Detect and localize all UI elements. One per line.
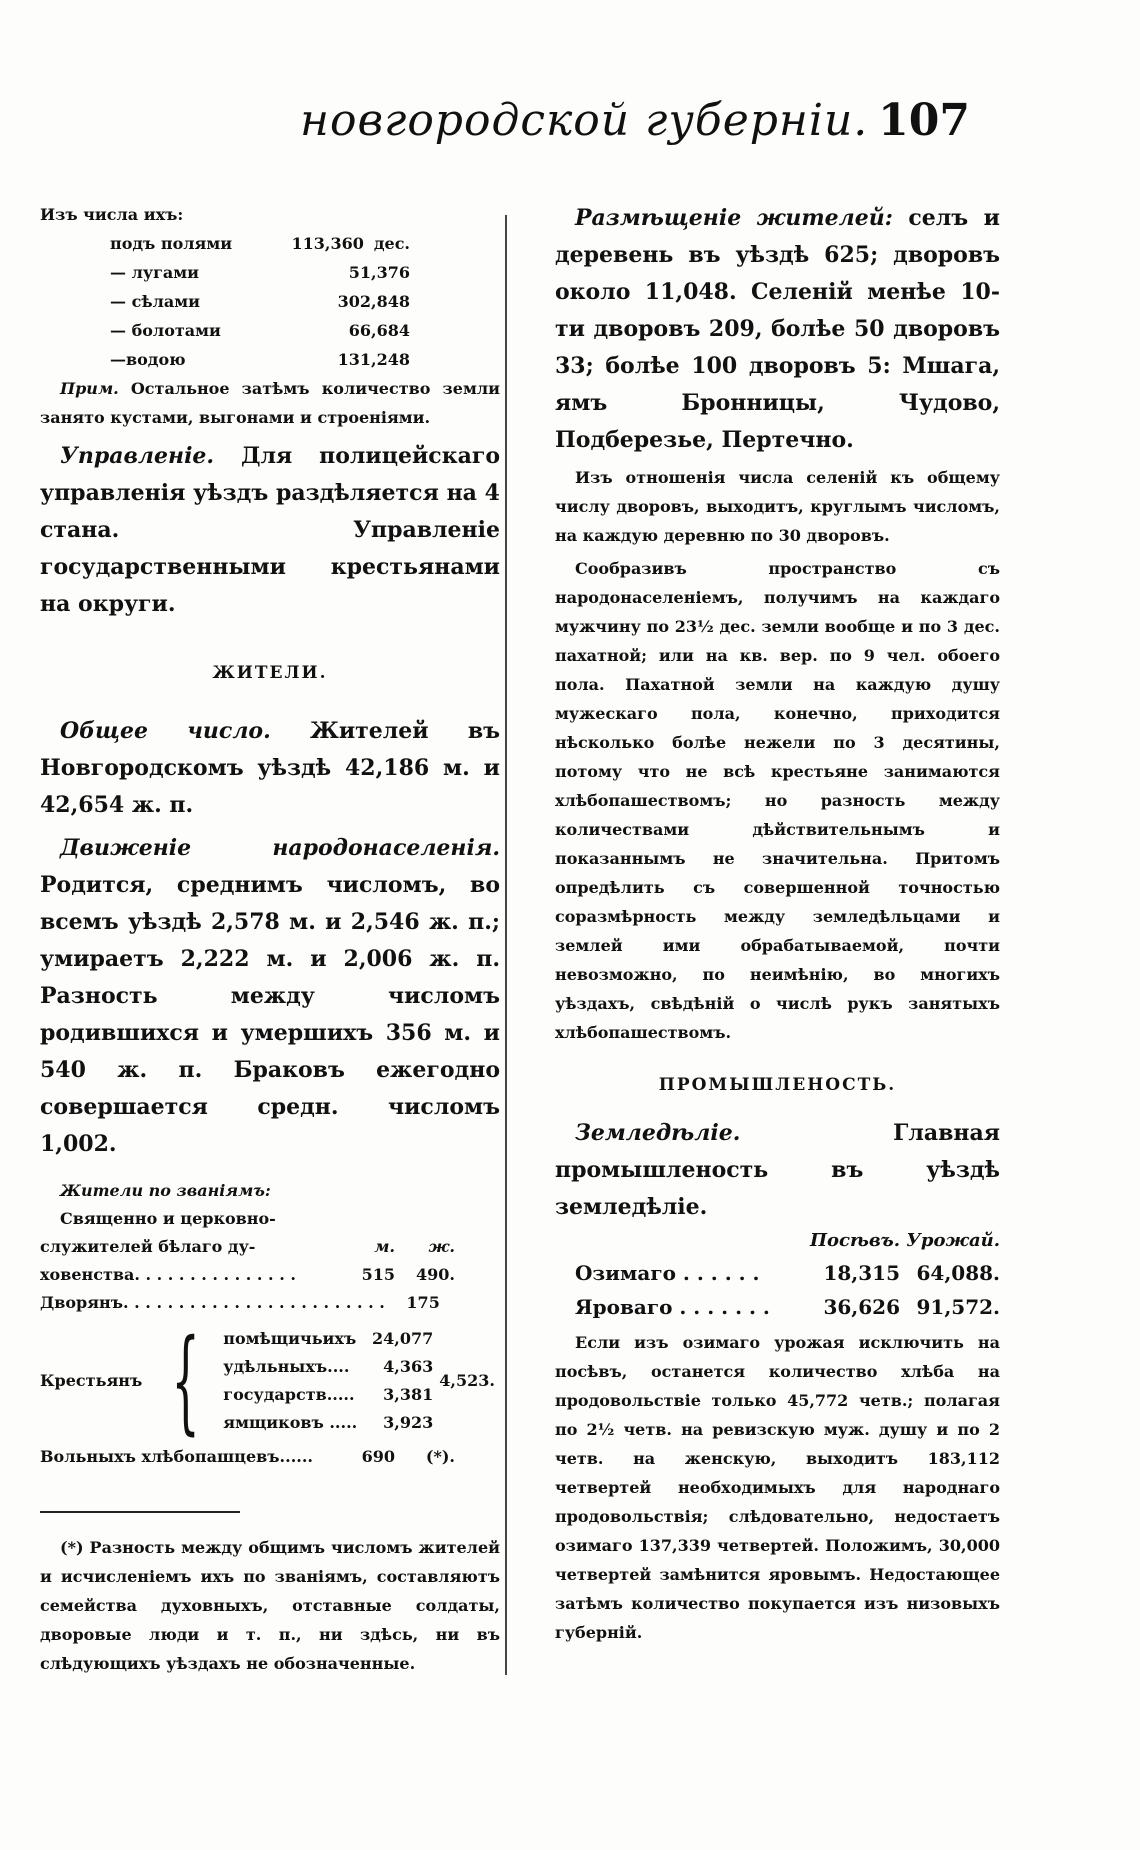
- harvest-sown: 36,626: [823, 1295, 900, 1319]
- peasant-row: удѣльныхъ.... 4,363: [223, 1357, 434, 1376]
- ranks-table: [40, 1177, 500, 1471]
- clergy-total-row: [40, 1261, 500, 1289]
- footnote-rule: [40, 1511, 240, 1513]
- page-number: 107: [878, 95, 970, 146]
- agriculture-paragraph: [555, 1115, 1000, 1226]
- harvest-yield: 64,088.: [916, 1261, 1000, 1285]
- free-farmers-row: [40, 1443, 500, 1471]
- note-text: Остальное затѣмъ количество земли занято кустами, выгонами и строеніями.: [40, 379, 500, 427]
- peasant-subrows: [223, 1325, 433, 1437]
- peasants-women: 4,523.: [439, 1371, 495, 1390]
- harvest-row: [555, 1290, 1000, 1324]
- land-row-value: 113,360: [291, 234, 364, 253]
- brace-glyph: {: [171, 1316, 200, 1446]
- note-paragraph: [40, 374, 500, 432]
- land-row-label: — болотами: [110, 321, 221, 340]
- ranks-title: Жители по званіямъ:: [60, 1181, 271, 1200]
- land-row: [40, 345, 410, 374]
- land-row-value: 51,376: [348, 263, 410, 282]
- clergy-line-1: Священно и церковно-: [60, 1209, 276, 1228]
- footnote: (*) Разность между общимъ числомъ жителей и исчисленіемъ ихъ по званіямъ, составляютъ семейства духовныхъ, отставные солдаты, дворовые люди и т. п., ни здѣсь, ни въ слѣдующихъ уѣздахъ не обозначенные.: [40, 1538, 500, 1673]
- total-text: Жителей въ Новгородскомъ уѣздѣ 42,186 м. и 42,654 ж. п.: [40, 718, 500, 818]
- section-heading-inhabitants: ЖИТЕЛИ.: [212, 663, 328, 683]
- land-paragraph: Сообразивъ пространство съ народонаселеніемъ, получимъ на каждаго мужчину по 23½ дес. земли вообще и по 3 дес. пахатной; или на кв. вер. по 9 чел. обоего пола. Пахатной земли на каждую душу мужескаго пола, конечно, приходится нѣсколько болѣе нежели по 3 десятины, потому что не всѣ крестьяне занимаются хлѣбопашествомъ; но разность между количествами дѣйствительнымъ и показаннымъ не значительна. Притомъ опредѣлить съ совершенной точностью соразмѣрность между земледѣльцами и землей ими обрабатываемой, почти невозможно, по неимѣнію, во многихъ уѣздахъ, свѣдѣній о числѣ рукъ занятыхъ хлѣбопашествомъ.: [555, 559, 1000, 1042]
- land-row-unit: дес.: [373, 234, 410, 253]
- total-paragraph: [40, 713, 500, 824]
- movement-label: Движеніе народонаселенія.: [60, 835, 500, 861]
- administration-paragraph: [40, 438, 500, 623]
- placement-paragraph: [555, 200, 1000, 459]
- footnote-ref: (*).: [425, 1447, 455, 1466]
- peasant-row: ямщиковъ ..... 3,923: [223, 1413, 434, 1432]
- placement-label: Размѣщеніе жителей:: [575, 205, 893, 231]
- right-column: [555, 200, 1000, 1647]
- movement-text: Родится, среднимъ числомъ, во всемъ уѣздѣ 2,578 м. и 2,546 ж. п.; умираетъ 2,222 м. и 2,006 ж. п. Разность между числомъ родившихся и умершихъ 356 м. и 540 ж. п. Браковъ ежегодно совершается средн. числомъ 1,002.: [40, 872, 500, 1157]
- land-use-list: [40, 229, 500, 374]
- nobles-label: Дворянъ. . . . . . . . . . . . . . . . . . . . . . . .: [40, 1293, 385, 1312]
- agriculture-text: Главная промышленость въ уѣздѣ земледѣліе.: [555, 1120, 1000, 1220]
- harvest-label: Озимаго . . . . . .: [575, 1261, 760, 1285]
- land-row: [40, 258, 410, 287]
- land-intro: Изъ числа ихъ:: [40, 205, 184, 224]
- agriculture-label: Земледѣліе.: [575, 1120, 741, 1146]
- administration-label: Управленіе.: [60, 443, 215, 469]
- column-header-women: ж.: [428, 1237, 455, 1256]
- nobles-row: [40, 1289, 500, 1317]
- peasant-row: государств..... 3,381: [223, 1385, 434, 1404]
- harvest-header: Посѣвъ. Урожай.: [809, 1230, 1000, 1251]
- note-label: Прим.: [60, 379, 119, 398]
- free-farmers-label: Вольныхъ хлѣбопашцевъ......: [40, 1447, 313, 1466]
- movement-paragraph: [40, 830, 500, 1163]
- land-row-label: подъ полями: [110, 234, 233, 253]
- running-head: новгородской губерніи.: [300, 95, 869, 146]
- clergy-row: [40, 1233, 500, 1261]
- harvest-row: [555, 1256, 1000, 1290]
- clergy-men: 515: [361, 1265, 395, 1284]
- clergy-women: 490.: [416, 1265, 455, 1284]
- clergy-line-2: служителей бѣлаго ду-: [40, 1237, 256, 1256]
- peasant-row: помѣщичьихъ 24,077: [223, 1329, 434, 1348]
- land-row-label: —водою: [110, 350, 186, 369]
- land-row: [40, 287, 410, 316]
- administration-text: Для полицейскаго управленія уѣздъ раздѣляется на 4 стана. Управленіе государственными крестьянами на округи.: [40, 443, 500, 617]
- harvest-sown: 18,315: [823, 1261, 900, 1285]
- land-row: [40, 229, 410, 258]
- peasants-group: [40, 1316, 500, 1446]
- land-row-value: 66,684: [348, 321, 410, 340]
- peasants-label: Крестьянъ: [40, 1371, 143, 1390]
- column-divider: [505, 215, 507, 1675]
- harvest-table: [555, 1226, 1000, 1324]
- land-row-value: 302,848: [337, 292, 410, 311]
- nobles-men: 175: [406, 1293, 440, 1312]
- land-row: [40, 316, 410, 345]
- section-heading-industry: ПРОМЫШЛЕНОСТЬ.: [658, 1075, 897, 1095]
- ratio-paragraph: Изъ отношенія числа селеній къ общему числу дворовъ, выходитъ, круглымъ числомъ, на каждую деревню по 30 дворовъ.: [555, 468, 1000, 545]
- clergy-line-3: ховенства. . . . . . . . . . . . . . .: [40, 1265, 296, 1284]
- land-row-label: — лугами: [110, 263, 200, 282]
- placement-text: селъ и деревень въ уѣздѣ 625; дворовъ около 11,048. Селеній менѣе 10-ти дворовъ 209, болѣе 50 дворовъ 33; болѣе 100 дворовъ 5: Мшага, ямъ Бронницы, Чудово, Подберезье, Пертечно.: [555, 205, 1000, 453]
- total-label: Общее число.: [60, 718, 271, 744]
- harvest-label: Яроваго . . . . . . .: [575, 1295, 770, 1319]
- harvest-yield: 91,572.: [916, 1295, 1000, 1319]
- land-row-value: 131,248: [337, 350, 410, 369]
- free-farmers-men: 690: [361, 1447, 395, 1466]
- column-header-men: м.: [374, 1237, 395, 1256]
- grain-paragraph: Если изъ озимаго урожая исключить на посѣвъ, останется количество хлѣба на продовольствіе только 45,772 четв.; полагая по 2½ четв. на ревизскую муж. душу и по 2 четв. на женскую, выходитъ 183,112 четвертей необходимыхъ для народнаго продовольствія; слѣдовательно, недостаетъ озимаго 137,339 четвертей. Положимъ, 30,000 четвертей замѣнится яровымъ. Недостающее затѣмъ количество покупается изъ низовыхъ губерній.: [555, 1333, 1000, 1642]
- land-row-label: — сѣлами: [110, 292, 200, 311]
- left-column: [40, 200, 500, 1678]
